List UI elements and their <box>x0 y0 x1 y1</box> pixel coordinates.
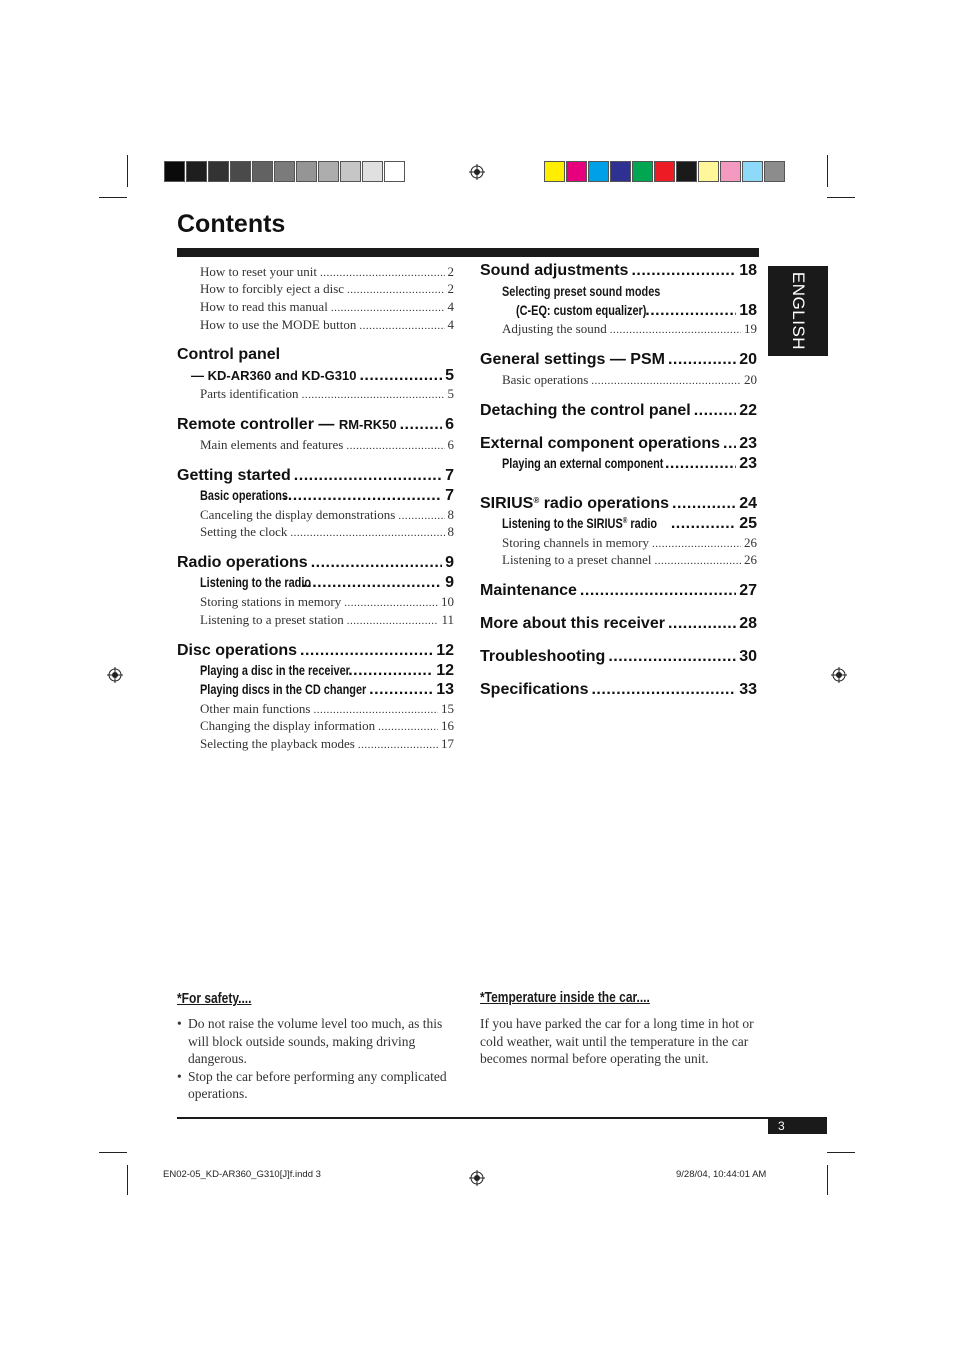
title-rule <box>177 248 759 257</box>
toc-entry[interactable]: Main elements and features ..... 6 <box>200 437 454 453</box>
color-swatch <box>676 161 697 182</box>
toc-entry[interactable]: How to forcibly eject a disc ..... 2 <box>200 281 454 297</box>
toc-entry-bold[interactable]: Playing discs in the CD changer ..... 13 <box>200 681 454 699</box>
section-heading-maintenance[interactable]: Maintenance ..... 27 <box>480 582 757 600</box>
toc-entry[interactable]: Canceling the display demonstrations ..... 8 <box>200 507 454 523</box>
registration-mark-icon <box>831 667 847 683</box>
section-heading-troubleshooting[interactable]: Troubleshooting ..... 30 <box>480 648 757 666</box>
color-swatch <box>698 161 719 182</box>
color-swatch <box>384 161 405 182</box>
toc-entry[interactable]: Adjusting the sound ..... 19 <box>502 321 757 337</box>
color-swatch <box>274 161 295 182</box>
page-number: 3 <box>778 1119 785 1133</box>
color-swatch <box>252 161 273 182</box>
toc-entry[interactable]: Storing channels in memory ..... 26 <box>502 535 757 551</box>
toc-entry[interactable]: Setting the clock ..... 8 <box>200 524 454 540</box>
section-heading-disc[interactable]: Disc operations ..... 12 <box>177 642 454 660</box>
safety-bullet: • Do not raise the volume level too much, as this will block outside sounds, making driving dangerous. <box>188 1015 462 1068</box>
section-heading-sound[interactable]: Sound adjustments ..... 18 <box>480 262 757 280</box>
toc-entry[interactable]: Basic operations ..... 20 <box>502 372 757 388</box>
color-swatch <box>588 161 609 182</box>
color-swatch <box>208 161 229 182</box>
date-slug: 9/28/04, 10:44:01 AM <box>676 1169 767 1180</box>
color-swatch <box>230 161 251 182</box>
toc-entry[interactable]: Listening to a preset station ..... 11 <box>200 612 454 628</box>
registration-mark-icon <box>469 164 485 180</box>
section-heading-getting-started[interactable]: Getting started ..... 7 <box>177 467 454 485</box>
section-heading-general[interactable]: General settings — PSM ..... 20 <box>480 351 757 369</box>
language-tab <box>768 266 828 356</box>
toc-entry[interactable]: Changing the display information ..... 16 <box>200 718 454 734</box>
toc-entry-bold[interactable]: Playing a disc in the receiver ..... 12 <box>200 662 454 680</box>
color-swatch <box>566 161 587 182</box>
color-swatch <box>654 161 675 182</box>
toc-entry[interactable]: Selecting the playback modes ..... 17 <box>200 736 454 752</box>
section-heading-sirius[interactable]: SIRIUS® radio operations ..... 24 <box>480 495 757 513</box>
file-slug: EN02-05_KD-AR360_G310[J]f.indd 3 <box>163 1169 321 1180</box>
toc-entry-control-panel[interactable]: — KD-AR360 and KD-G310 ..... 5 <box>191 367 454 385</box>
temperature-text: If you have parked the car for a long time in hot or cold weather, wait until the temperature in the car becomes normal before operating the unit. <box>480 1016 754 1066</box>
color-swatch <box>544 161 565 182</box>
safety-bullet: • Stop the car before performing any complicated operations. <box>188 1068 462 1103</box>
section-heading-remote[interactable]: Remote controller — RM-RK50 ..... 6 <box>177 416 454 434</box>
section-heading-more[interactable]: More about this receiver ..... 28 <box>480 615 757 633</box>
color-swatch <box>318 161 339 182</box>
color-swatch <box>340 161 361 182</box>
toc-entry-bold[interactable]: Listening to the radio ..... 9 <box>200 574 454 592</box>
toc-entry-bold[interactable]: Basic operations ..... 7 <box>200 487 454 505</box>
color-swatch <box>362 161 383 182</box>
color-swatch <box>632 161 653 182</box>
process-color-bar <box>544 161 786 182</box>
toc-entry[interactable]: How to use the MODE button ..... 4 <box>200 317 454 333</box>
color-swatch <box>720 161 741 182</box>
toc-entry-bold[interactable]: (C-EQ: custom equalizer) ..... 18 <box>516 302 757 320</box>
toc-entry[interactable]: How to read this manual ..... 4 <box>200 299 454 315</box>
registration-mark-icon <box>469 1170 485 1186</box>
page-title: Contents <box>177 210 286 238</box>
section-heading-external[interactable]: External component operations ..... 23 <box>480 435 757 453</box>
toc-entry[interactable]: Other main functions ..... 15 <box>200 701 454 717</box>
footer-rule <box>177 1117 827 1119</box>
section-heading-detaching[interactable]: Detaching the control panel ..... 22 <box>480 402 757 420</box>
toc-entry[interactable]: Parts identification ..... 5 <box>200 386 454 402</box>
toc-entry[interactable]: Storing stations in memory ..... 10 <box>200 594 454 610</box>
color-swatch <box>610 161 631 182</box>
section-heading-radio[interactable]: Radio operations ..... 9 <box>177 554 454 572</box>
safety-title: *For safety.... <box>177 990 252 1007</box>
grayscale-color-bar <box>164 161 406 182</box>
page-number-tab <box>768 1118 827 1134</box>
section-heading-control-panel[interactable]: Control panel <box>177 346 281 363</box>
toc-entry[interactable]: How to reset your unit ..... 2 <box>200 264 454 280</box>
toc-entry-bold[interactable]: Playing an external component ..... 23 <box>502 455 757 473</box>
color-swatch <box>164 161 185 182</box>
safety-notes <box>177 1015 462 1103</box>
registration-mark-icon <box>107 667 123 683</box>
color-swatch <box>296 161 317 182</box>
toc-entry-bold-line1[interactable]: Selecting preset sound modes <box>502 283 661 299</box>
color-swatch <box>764 161 785 182</box>
color-swatch <box>186 161 207 182</box>
section-heading-specifications[interactable]: Specifications ..... 33 <box>480 681 757 699</box>
toc-entry-bold[interactable]: Listening to the SIRIUS® radio ..... 25 <box>502 515 757 533</box>
language-tab-label: ENGLISH <box>789 271 808 351</box>
toc-entry[interactable]: Listening to a preset channel ..... 26 <box>502 552 757 568</box>
temperature-title: *Temperature inside the car.... <box>480 989 650 1006</box>
color-swatch <box>742 161 763 182</box>
